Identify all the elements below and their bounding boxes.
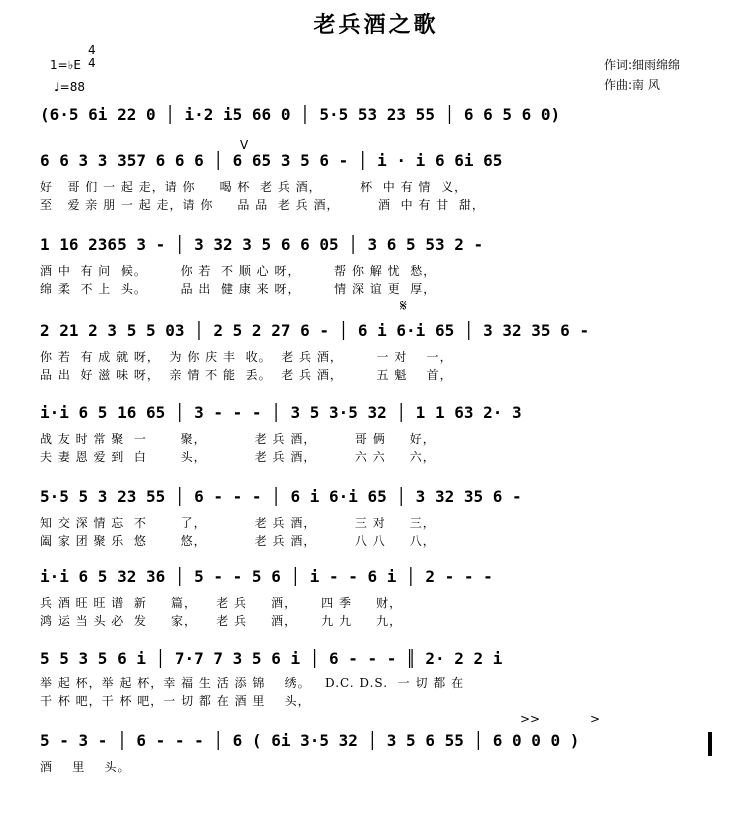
notes-line: (6·5 6i 22 0 │ i·2 i5 66 0 │ 5·5 53 23 55 │ 6 6 5 6 0) [40, 105, 561, 124]
composer-credit: 作曲:南 风 [604, 78, 660, 92]
notes-line: i·i 6 5 32 36 │ 5 - - 5 6 │ i - - 6 i │ 2 - - - [40, 567, 493, 586]
tempo-marking: ♩=88 [54, 80, 85, 94]
time-top: 4 [88, 43, 96, 57]
notes-line: 2 21 2 3 5 5 03 │ 2 5 2 27 6 - │ 6 i 6·i 65 │ 3 32 35 6 - [40, 321, 590, 340]
notes-line: 1 16 2365 3 - │ 3 32 3 5 6 6 05 │ 3 6 5 53 2 - [40, 235, 484, 254]
lyric-verse-2: 干 杯 吧，干 杯 吧，一 切 都 在 酒 里 头， [40, 694, 311, 708]
notes-line: i·i 6 5 16 65 │ 3 - - - │ 3 5 3·5 32 │ 1 1 63 2· 3 [40, 403, 522, 422]
lyric-verse-1: 举 起 杯，举 起 杯，幸 福 生 活 添 锦 绣。 D.C. D.S. 一 切 都 在 [40, 676, 465, 690]
segno-sign: 𝄋 [400, 296, 407, 315]
accent-mark: >> [520, 712, 541, 726]
notes-line: 5·5 5 3 23 55 │ 6 - - - │ 6 i 6·i 65 │ 3 32 35 6 - [40, 487, 522, 506]
song-title: 老兵酒之歌 [313, 12, 439, 38]
lyric-verse-2: 鸿 运 当 头 必 发 家， 老 兵 酒， 九 九 九， [40, 614, 403, 628]
notes-line: 6 6 3 3 357 6 6 6 │ 6 65 3 5 6 - │ i · i 6 6i 65 [40, 151, 503, 170]
lyric-verse-1: 酒 里 头。 [40, 760, 131, 774]
notes-line: 5 5 3 5 6 i │ 7·7 7 3 5 6 i │ 6 - - - ║ 2· 2 2 i [40, 649, 503, 668]
breath-mark: V [240, 138, 249, 152]
time-signature [88, 44, 96, 70]
lyric-verse-1: 兵 酒 旺 旺 谱 新 篇， 老 兵 酒， 四 季 财， [40, 596, 403, 610]
key-signature: 1=♭E [50, 58, 81, 72]
lyricist-credit: 作词:细雨绵绵 [604, 58, 681, 72]
lyric-verse-2: 至 爱 亲 朋 一 起 走，请 你 品 品 老 兵 酒， 酒 中 有 甘 甜， [40, 198, 485, 212]
lyric-verse-1: 你 若 有 成 就 呀， 为 你 庆 丰 收。 老 兵 酒， 一 对 一， [40, 350, 453, 364]
lyric-verse-2: 夫 妻 恩 爱 到 白 头， 老 兵 酒， 六 六 六， [40, 450, 436, 464]
lyric-verse-2: 品 出 好 滋 味 呀， 亲 情 不 能 丢。 老 兵 酒， 五 魁 首， [40, 368, 453, 382]
lyric-verse-2: 阖 家 团 聚 乐 悠 悠， 老 兵 酒， 八 八 八， [40, 534, 436, 548]
lyric-verse-1: 战 友 时 常 聚 一 聚， 老 兵 酒， 哥 俩 好， [40, 432, 436, 446]
accent-mark-single: > [590, 712, 601, 726]
time-bottom: 4 [88, 56, 96, 70]
final-barline [708, 732, 712, 756]
lyric-verse-1: 知 交 深 情 忘 不 了， 老 兵 酒， 三 对 三， [40, 516, 436, 530]
lyric-verse-2: 绵 柔 不 上 头。 品 出 健 康 来 呀， 情 深 谊 更 厚， [40, 282, 437, 296]
lyric-verse-1: 好 哥 们 一 起 走，请 你 喝 杯 老 兵 酒， 杯 中 有 情 义， [40, 180, 468, 194]
lyric-verse-1: 酒 中 有 问 候。 你 若 不 顺 心 呀， 帮 你 解 忧 愁， [40, 264, 437, 278]
notes-line: 5 - 3 - │ 6 - - - │ 6 ( 6i 3·5 32 │ 3 5 6 55 │ 6 0 0 0 ) [40, 731, 580, 750]
